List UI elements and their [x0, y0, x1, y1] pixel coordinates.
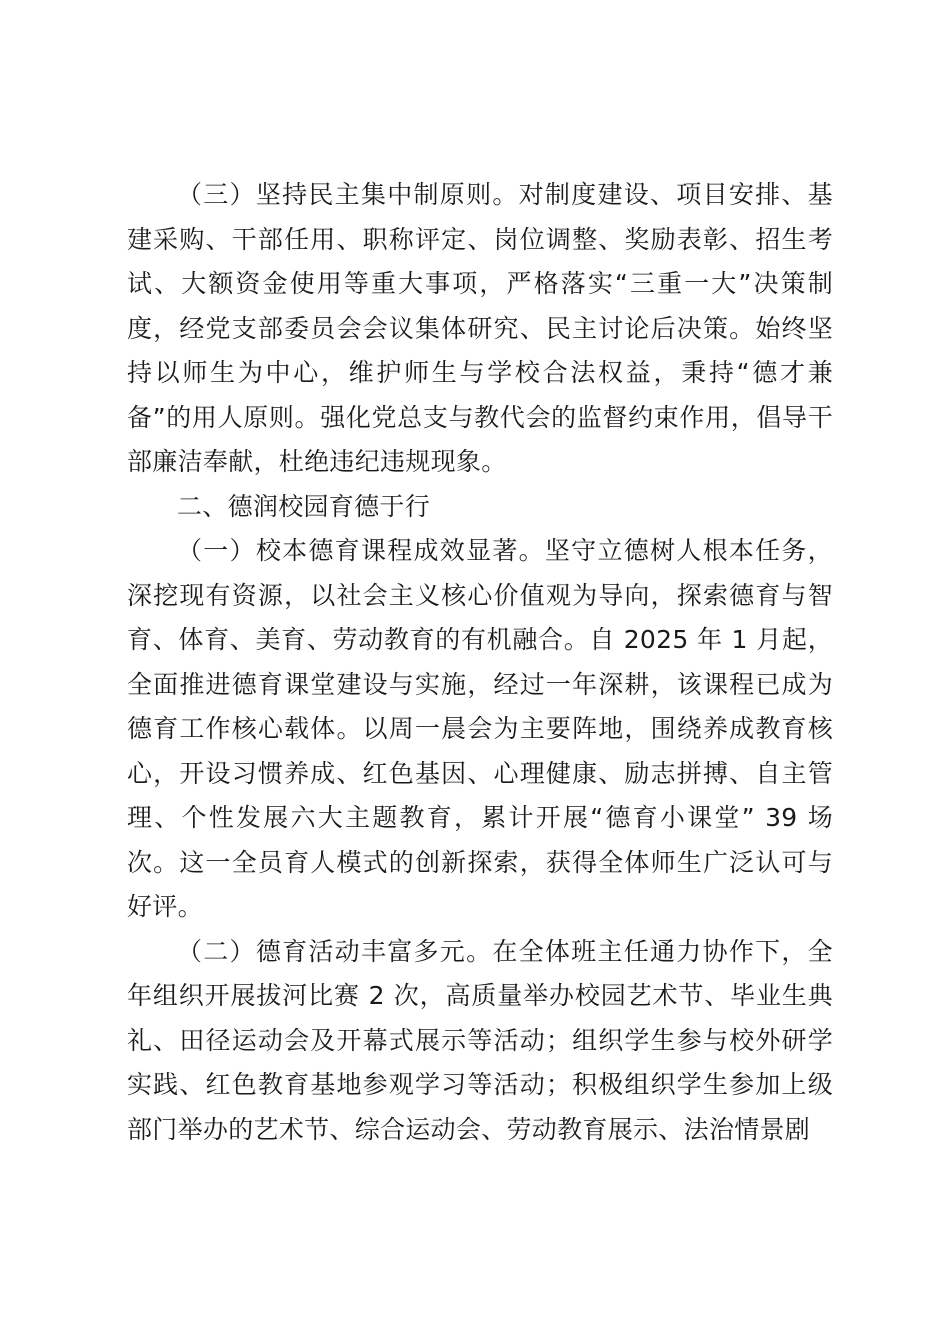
paragraph-moral-activities: （二）德育活动丰富多元。在全体班主任通力协作下，全年组织开展拔河比赛 2 次，高质量举办校园艺术节、毕业生典礼、田径运动会及开幕式展示等活动；组织学生参与校外研学实践、红色教育基地参观学习等活动；积极组织学生参加上级部门举办的艺术节、综合运动会、劳动教育展示、法治情景剧	[127, 936, 833, 1144]
paragraph-democratic-centralism: （三）坚持民主集中制原则。对制度建设、项目安排、基建采购、干部任用、职称评定、岗位调整、奖励表彰、招生考试、大额资金使用等重大事项，严格落实“三重一大”决策制度，经党支部委员会会议集体研究、民主讨论后决策。始终坚持以师生为中心，维护师生与学校合法权益，秉持“德才兼备”的用人原则。强化党总支与教代会的监督约束作用，倡导干部廉洁奉献，杜绝违纪违规现象。	[127, 180, 833, 476]
document-body	[127, 173, 833, 1152]
section-heading-moral-education: 二、德润校园育德于行	[177, 491, 431, 521]
paragraph-moral-curriculum: （一）校本德育课程成效显著。坚守立德树人根本任务，深挖现有资源，以社会主义核心价值观为导向，探索德育与智育、体育、美育、劳动教育的有机融合。自 2025 年 1 月起，全面推进德育课堂建设与实施，经过一年深耕，该课程已成为德育工作核心载体。以周一晨会为主要阵地，围绕养成教育核心，开设习惯养成、红色基因、心理健康、励志拼搏、自主管理、个性发展六大主题教育，累计开展“德育小课堂” 39 场次。这一全员育人模式的创新探索，获得全体师生广泛认可与好评。	[127, 536, 833, 921]
